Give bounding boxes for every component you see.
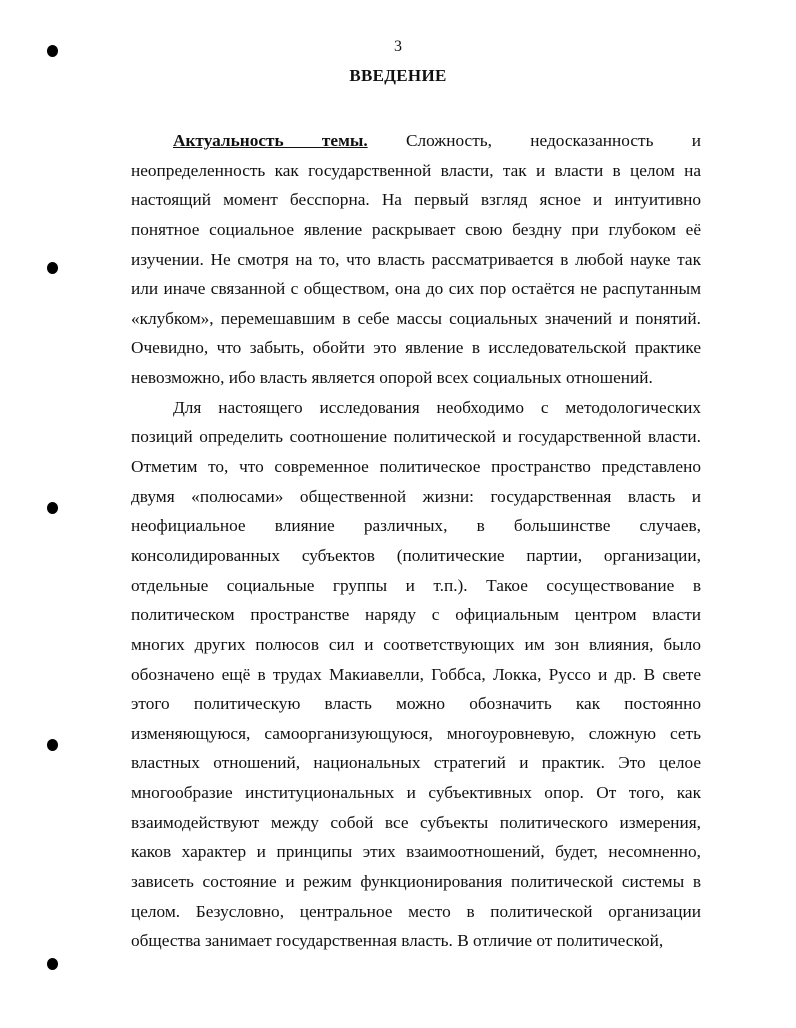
text-line: невозможно, ибо власть является опорой всех социальных отношений.	[131, 368, 653, 388]
paragraph-1	[131, 156, 701, 393]
text-line: многих других полюсов сил и соответствующих им зон влияния, было	[131, 634, 701, 654]
page-number: 3	[394, 38, 402, 55]
text-line	[131, 126, 701, 156]
paragraph-2	[131, 393, 701, 956]
text-line: целом. Безусловно, центральное место в политической организации	[131, 901, 701, 921]
text-line: позиций определить соотношение политической и государственной власти.	[131, 427, 701, 447]
text-fragment: Сложность, недосказанность и	[367, 131, 701, 150]
punch-hole-mark	[47, 958, 58, 970]
text-line: Очевидно, что забыть, обойти это явление в исследовательской практике	[131, 338, 701, 358]
text-line: неопределенность как государственной власти, так и власти в целом на	[131, 160, 701, 180]
punch-hole-mark	[47, 502, 58, 514]
text-line: каков характер и принципы этих взаимоотношений, будет, несомненно,	[131, 842, 701, 862]
text-line: общества занимает государственная власть. В отличие от политической,	[131, 931, 664, 951]
text-line: многообразие институциональных и субъективных опор. От того, как	[131, 783, 701, 803]
document-body	[131, 126, 701, 956]
text-line: Для настоящего исследования необходимо с методологических	[173, 397, 701, 417]
text-line: этого политическую власть можно обозначить как постоянно	[131, 694, 701, 714]
punch-hole-mark	[47, 739, 58, 751]
text-line: Отметим то, что современное политическое пространство представлено	[131, 457, 701, 477]
text-line: двумя «полюсами» общественной жизни: государственная власть и	[131, 486, 701, 506]
text-line: зависеть состояние и режим функционирования политической системы в	[131, 872, 701, 892]
text-line: понятное социальное явление раскрывает свою бездну при глубоком её	[131, 219, 701, 239]
text-line: властных отношений, национальных стратегий и практик. Это целое	[131, 753, 701, 773]
text-line: изменяющуюся, самоорганизующуюся, многоуровневую, сложную сеть	[131, 723, 701, 743]
text-line: обозначено ещё в трудах Макиавелли, Гоббса, Локка, Руссо и др. В свете	[131, 664, 701, 684]
text-line: взаимодействуют между собой все субъекты политического измерения,	[131, 812, 701, 832]
text-line: настоящий момент бесспорна. На первый взгляд ясное и интуитивно	[131, 190, 701, 210]
text-line: отдельные социальные группы и т.п.). Такое сосуществование в	[131, 575, 701, 595]
text-line: неофициальное влияние различных, в большинстве случаев,	[131, 516, 701, 536]
text-line: «клубком», перемешавшим в себе массы социальных значений и понятий.	[131, 308, 701, 328]
text-line: политическом пространстве наряду с официальным центром власти	[131, 605, 701, 625]
text-line: или иначе связанной с обществом, она до сих пор остаётся не распутанным	[131, 279, 701, 299]
inline-heading: Актуальность темы.	[173, 131, 368, 150]
section-title: ВВЕДЕНИЕ	[349, 66, 447, 85]
text-line: изучении. Не смотря на то, что власть рассматривается в любой науке так	[131, 249, 701, 269]
text-line: консолидированных субъектов (политические партии, организации,	[131, 545, 701, 565]
punch-hole-mark	[47, 262, 58, 274]
